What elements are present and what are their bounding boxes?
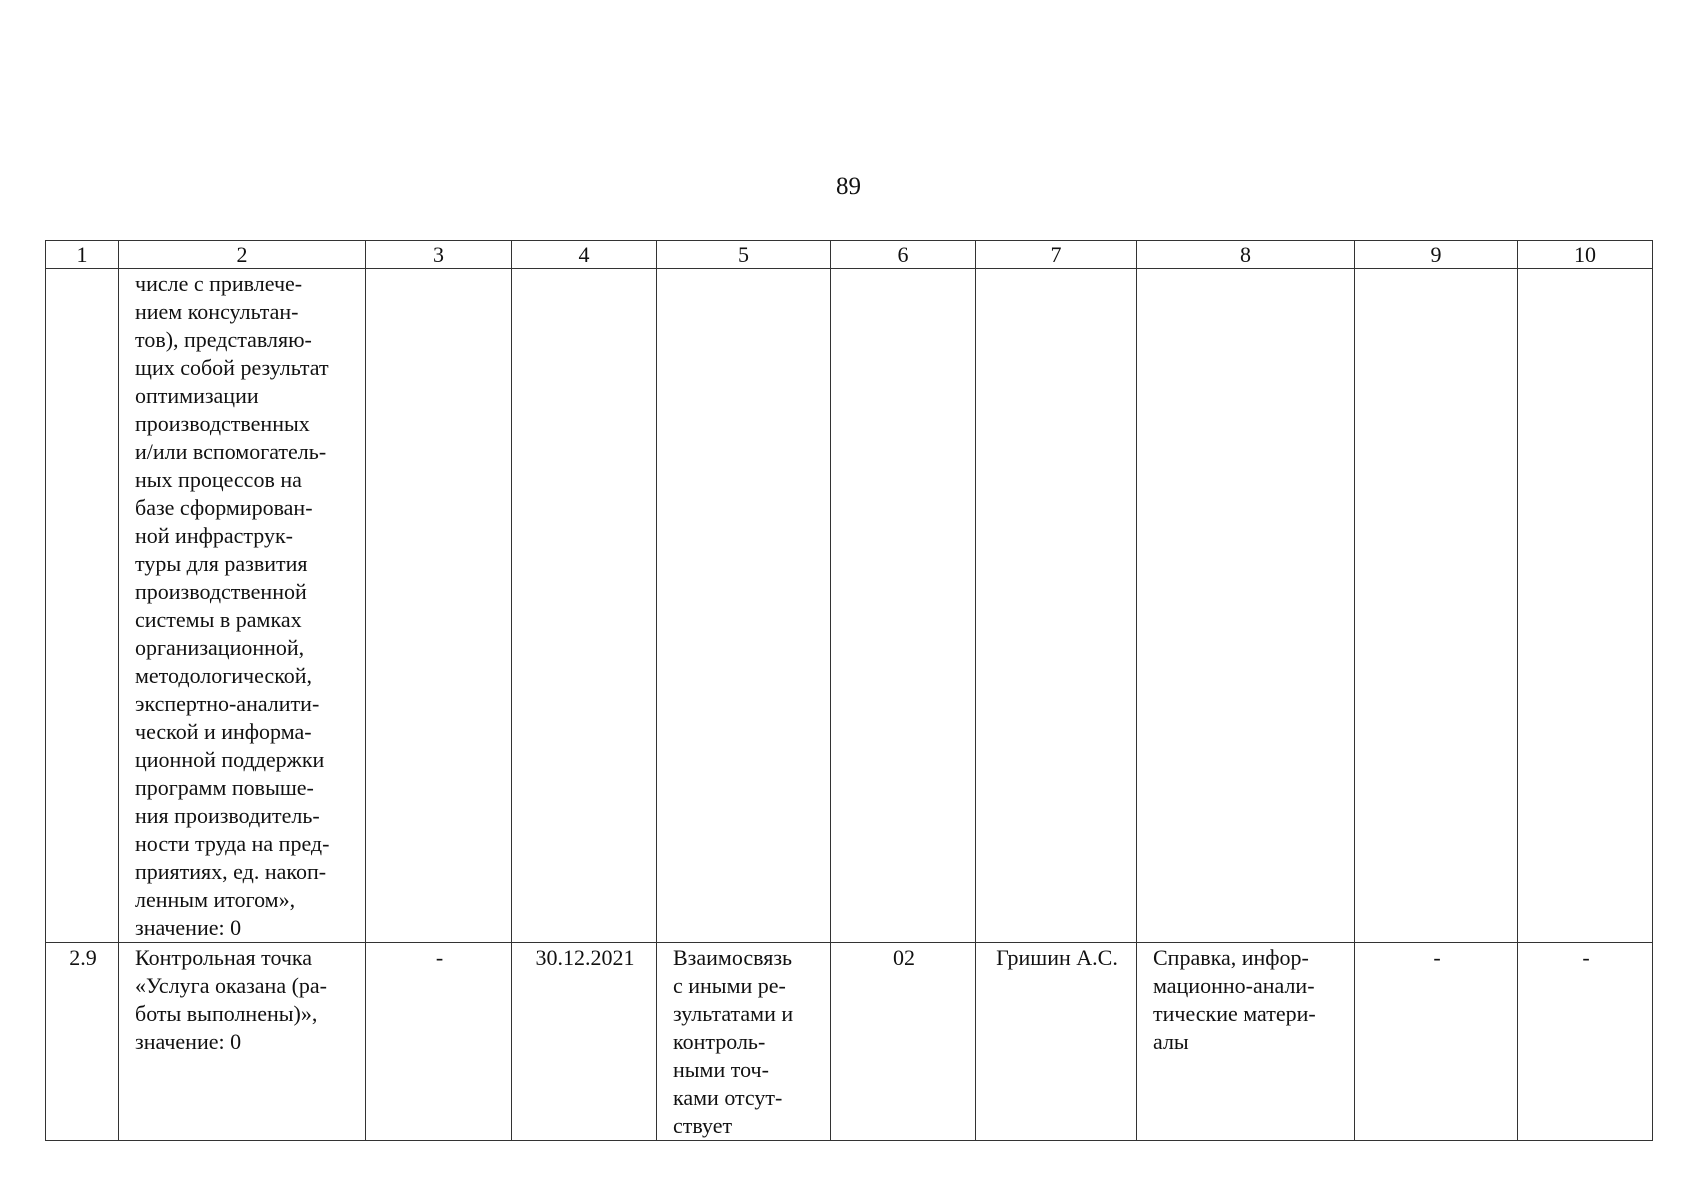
table-row-2-9 <box>46 943 1653 1141</box>
plan-table <box>45 240 1653 1141</box>
cell-col10: - <box>1518 943 1653 1141</box>
responsible-cell: Гришин А.С. <box>976 943 1137 1141</box>
column-number-1: 1 <box>46 241 119 269</box>
row-number-cell: 2.9 <box>46 943 119 1141</box>
column-number-2: 2 <box>119 241 366 269</box>
description-cell: числе с привлече- нием консультан- тов), представляю- щих собой результат оптимизации производственных и/или вспомогатель- ных процессов на базе сформирован- ной инфраструк- туры для развития производственной системы в рамках организационной, методологической, экспертно-аналити- ческой и информа- ционной поддержки программ повыше- ния производитель- ности труда на пред- приятиях, ед. накоп- ленным итогом», значение: 0 <box>119 269 366 943</box>
document-type-cell: Справка, инфор- мационно-анали- тические матери- алы <box>1137 943 1355 1141</box>
column-number-9: 9 <box>1355 241 1518 269</box>
cell-col3 <box>366 269 512 943</box>
cell-col9 <box>1355 269 1518 943</box>
code-cell: 02 <box>831 943 976 1141</box>
cell-col5 <box>657 269 831 943</box>
column-number-10: 10 <box>1518 241 1653 269</box>
column-number-6: 6 <box>831 241 976 269</box>
cell-col8 <box>1137 269 1355 943</box>
control-point-cell: Контрольная точка «Услуга оказана (ра- боты выполнены)», значение: 0 <box>119 943 366 1141</box>
column-number-5: 5 <box>657 241 831 269</box>
cell-col9: - <box>1355 943 1518 1141</box>
cell-col6 <box>831 269 976 943</box>
cell-col3: - <box>366 943 512 1141</box>
table-header-row <box>46 241 1653 269</box>
date-cell: 30.12.2021 <box>512 943 657 1141</box>
column-number-4: 4 <box>512 241 657 269</box>
cell-col7 <box>976 269 1137 943</box>
cell-col4 <box>512 269 657 943</box>
table-row-continued <box>46 269 1653 943</box>
column-number-3: 3 <box>366 241 512 269</box>
column-number-8: 8 <box>1137 241 1355 269</box>
column-number-7: 7 <box>976 241 1137 269</box>
page-number: 89 <box>836 173 861 200</box>
relationship-cell: Взаимосвязь с иными ре- зультатами и контроль- ными точ- ками отсут- ствует <box>657 943 831 1141</box>
cell-col10 <box>1518 269 1653 943</box>
row-number-cell <box>46 269 119 943</box>
